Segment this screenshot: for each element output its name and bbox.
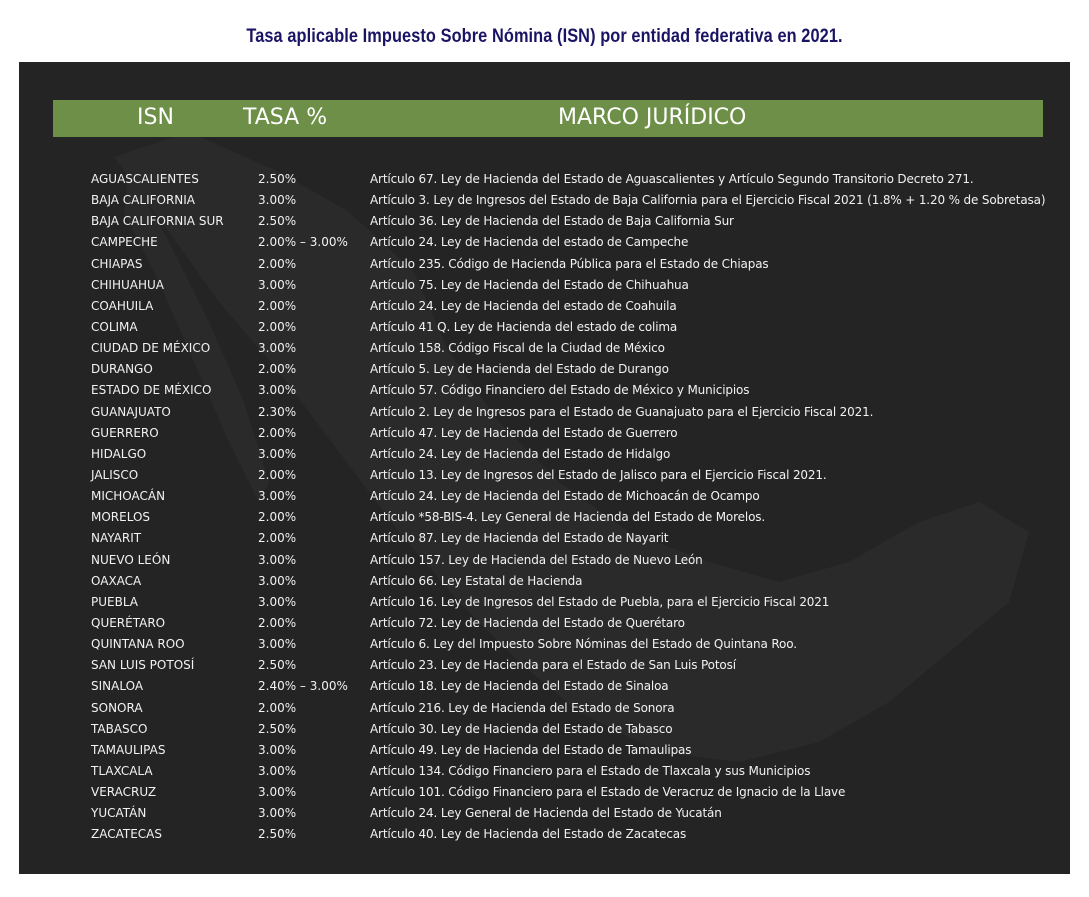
isn-table-panel [19, 62, 1070, 874]
rate-cell: 2.50% [258, 172, 297, 186]
state-cell: JALISCO [91, 467, 139, 482]
state-cell: GUERRERO [91, 425, 159, 440]
law-cell: Artículo 72. Ley de Hacienda del Estado de Querétaro [370, 615, 685, 630]
rate-cell: 2.00% [258, 319, 297, 334]
law-cell: Artículo 134. Código Financiero para el Estado de Tlaxcala y sus Municipios [370, 763, 811, 778]
law-cell: Artículo 3. Ley de Ingresos del Estado de Baja California para el Ejercicio Fiscal 2021 (1.8% + 1.20 % de Sobretasa) [370, 193, 1046, 208]
rate-cell: 2.00% [258, 467, 297, 482]
header-isn: ISN [137, 105, 174, 130]
state-cell: CAMPECHE [91, 235, 158, 250]
state-cell: TABASCO [91, 721, 148, 736]
table-row [19, 551, 1070, 572]
state-cell: BAJA CALIFORNIA SUR [91, 214, 224, 229]
page-title: Tasa aplicable Impuesto Sobre Nómina (ISN) por entidad federativa en 2021. [246, 26, 843, 47]
rate-cell: 2.00% [258, 531, 297, 546]
state-cell: CHIHUAHUA [91, 277, 164, 292]
rate-cell: 3.00% [258, 637, 297, 652]
law-cell: Artículo 157. Ley de Hacienda del Estado de Nuevo León [370, 552, 703, 567]
law-cell: Artículo 158. Código Fiscal de la Ciudad de México [370, 341, 665, 356]
state-cell: NUEVO LEÓN [91, 552, 171, 567]
table-row [19, 529, 1070, 550]
state-cell: BAJA CALIFORNIA [91, 193, 196, 208]
rate-cell: 3.00% [258, 742, 297, 757]
rate-cell: 3.00% [258, 806, 297, 821]
law-cell: Artículo 40. Ley de Hacienda del Estado de Zacatecas [370, 827, 687, 842]
state-cell: CIUDAD DE MÉXICO [91, 341, 211, 356]
rate-cell: 2.00% [258, 615, 297, 630]
table-row [19, 635, 1070, 656]
table-row [19, 403, 1070, 424]
rate-cell: 2.50% [258, 658, 297, 673]
rate-cell: 2.00% [258, 425, 297, 440]
state-cell: COAHUILA [91, 298, 154, 313]
law-cell: Artículo 24. Ley de Hacienda del Estado de Michoacán de Ocampo [370, 489, 760, 504]
rate-cell: 3.00% [258, 341, 297, 356]
rate-cell: 3.00% [258, 446, 297, 461]
state-cell: TAMAULIPAS [91, 742, 166, 757]
rate-cell: 2.30% [258, 404, 297, 419]
state-cell: SINALOA [91, 679, 144, 694]
rate-cell: 2.40% – 3.00% [258, 679, 348, 694]
table-row [19, 360, 1070, 381]
table-row [19, 614, 1070, 635]
state-cell: CHIAPAS [91, 256, 143, 271]
table-row [19, 487, 1070, 508]
law-cell: Artículo 2. Ley de Ingresos para el Estado de Guanajuato para el Ejercicio Fiscal 2021. [370, 404, 874, 419]
rate-cell: 2.00% [258, 510, 297, 525]
state-cell: HIDALGO [91, 446, 147, 461]
law-cell: Artículo 30. Ley de Hacienda del Estado de Tabasco [370, 721, 673, 736]
rate-cell: 2.50% [258, 721, 297, 736]
law-cell: Artículo 87. Ley de Hacienda del Estado de Nayarit [370, 531, 669, 546]
rate-cell: 2.00% [258, 362, 297, 377]
rate-cell: 3.00% [258, 573, 297, 588]
law-cell: Artículo 5. Ley de Hacienda del Estado de Durango [370, 362, 669, 377]
rate-cell: 2.00% [258, 298, 297, 313]
state-cell: OAXACA [91, 573, 142, 588]
law-cell: Artículo 24. Ley de Hacienda del Estado de Hidalgo [370, 446, 671, 461]
table-row [19, 276, 1070, 297]
table-row [19, 339, 1070, 360]
table-body [19, 170, 1070, 847]
rate-cell: 3.00% [258, 594, 297, 609]
rate-cell: 3.00% [258, 552, 297, 567]
law-cell: Artículo 75. Ley de Hacienda del Estado de Chihuahua [370, 277, 689, 292]
law-cell: Artículo 235. Código de Hacienda Pública para el Estado de Chiapas [370, 256, 769, 271]
law-cell: Artículo 66. Ley Estatal de Hacienda [370, 573, 583, 588]
state-cell: AGUASCALIENTES [91, 172, 199, 186]
table-row [19, 318, 1070, 339]
table-row [19, 825, 1070, 846]
law-cell: Artículo 47. Ley de Hacienda del Estado de Guerrero [370, 425, 678, 440]
table-row [19, 699, 1070, 720]
table-row [19, 445, 1070, 466]
law-cell: Artículo 13. Ley de Ingresos del Estado de Jalisco para el Ejercicio Fiscal 2021. [370, 467, 827, 482]
rate-cell: 3.00% [258, 277, 297, 292]
table-row [19, 783, 1070, 804]
law-cell: Artículo 18. Ley de Hacienda del Estado de Sinaloa [370, 679, 669, 694]
table-row [19, 656, 1070, 677]
table-row [19, 720, 1070, 741]
state-cell: SONORA [91, 700, 143, 715]
table-row [19, 212, 1070, 233]
table-row [19, 233, 1070, 254]
table-row [19, 170, 1070, 191]
rate-cell: 2.50% [258, 827, 297, 842]
rate-cell: 2.00% [258, 700, 297, 715]
state-cell: PUEBLA [91, 594, 139, 609]
state-cell: QUINTANA ROO [91, 637, 185, 652]
state-cell: SAN LUIS POTOSÍ [91, 658, 195, 673]
law-cell: Artículo 57. Código Financiero del Estado de México y Municipios [370, 383, 750, 398]
rate-cell: 3.00% [258, 193, 297, 208]
header-marco-juridico: MARCO JURÍDICO [558, 105, 747, 130]
table-row [19, 572, 1070, 593]
table-row [19, 255, 1070, 276]
law-cell: Artículo 216. Ley de Hacienda del Estado de Sonora [370, 700, 675, 715]
table-row [19, 297, 1070, 318]
law-cell: Artículo *58-BIS-4. Ley General de Hacienda del Estado de Morelos. [370, 510, 766, 525]
table-row [19, 466, 1070, 487]
rate-cell: 3.00% [258, 763, 297, 778]
law-cell: Artículo 49. Ley de Hacienda del Estado de Tamaulipas [370, 742, 692, 757]
state-cell: YUCATÁN [91, 806, 147, 821]
state-cell: ZACATECAS [91, 827, 162, 842]
table-row [19, 804, 1070, 825]
table-row [19, 593, 1070, 614]
rate-cell: 2.00% [258, 256, 297, 271]
table-row [19, 191, 1070, 212]
table-row [19, 508, 1070, 529]
rate-cell: 3.00% [258, 383, 297, 398]
state-cell: TLAXCALA [91, 763, 153, 778]
law-cell: Artículo 36. Ley de Hacienda del Estado de Baja California Sur [370, 214, 734, 229]
law-cell: Artículo 24. Ley de Hacienda del estado de Campeche [370, 235, 689, 250]
law-cell: Artículo 16. Ley de Ingresos del Estado de Puebla, para el Ejercicio Fiscal 2021 [370, 594, 830, 609]
law-cell: Artículo 6. Ley del Impuesto Sobre Nóminas del Estado de Quintana Roo. [370, 637, 797, 652]
table-row [19, 381, 1070, 402]
table-row [19, 424, 1070, 445]
table-row [19, 741, 1070, 762]
law-cell: Artículo 101. Código Financiero para el Estado de Veracruz de Ignacio de la Llave [370, 785, 846, 800]
table-row [19, 677, 1070, 698]
state-cell: ESTADO DE MÉXICO [91, 383, 212, 398]
state-cell: MORELOS [91, 510, 151, 525]
state-cell: QUERÉTARO [91, 615, 166, 630]
state-cell: GUANAJUATO [91, 404, 171, 419]
law-cell: Artículo 67. Ley de Hacienda del Estado de Aguascalientes y Artículo Segundo Transitorio Decreto 271. [370, 172, 974, 186]
state-cell: VERACRUZ [91, 785, 157, 800]
law-cell: Artículo 23. Ley de Hacienda para el Estado de San Luis Potosí [370, 658, 736, 673]
rate-cell: 2.00% – 3.00% [258, 235, 348, 250]
state-cell: COLIMA [91, 319, 138, 334]
state-cell: DURANGO [91, 362, 153, 377]
table-row [19, 762, 1070, 783]
header-tasa: TASA % [243, 105, 328, 130]
rate-cell: 3.00% [258, 489, 297, 504]
table-header [53, 100, 1043, 137]
law-cell: Artículo 24. Ley General de Hacienda del Estado de Yucatán [370, 806, 722, 821]
state-cell: MICHOACÁN [91, 489, 166, 504]
law-cell: Artículo 41 Q. Ley de Hacienda del estado de colima [370, 319, 678, 334]
rate-cell: 2.50% [258, 214, 297, 229]
rate-cell: 3.00% [258, 785, 297, 800]
law-cell: Artículo 24. Ley de Hacienda del estado de Coahuila [370, 298, 677, 313]
state-cell: NAYARIT [91, 531, 142, 546]
